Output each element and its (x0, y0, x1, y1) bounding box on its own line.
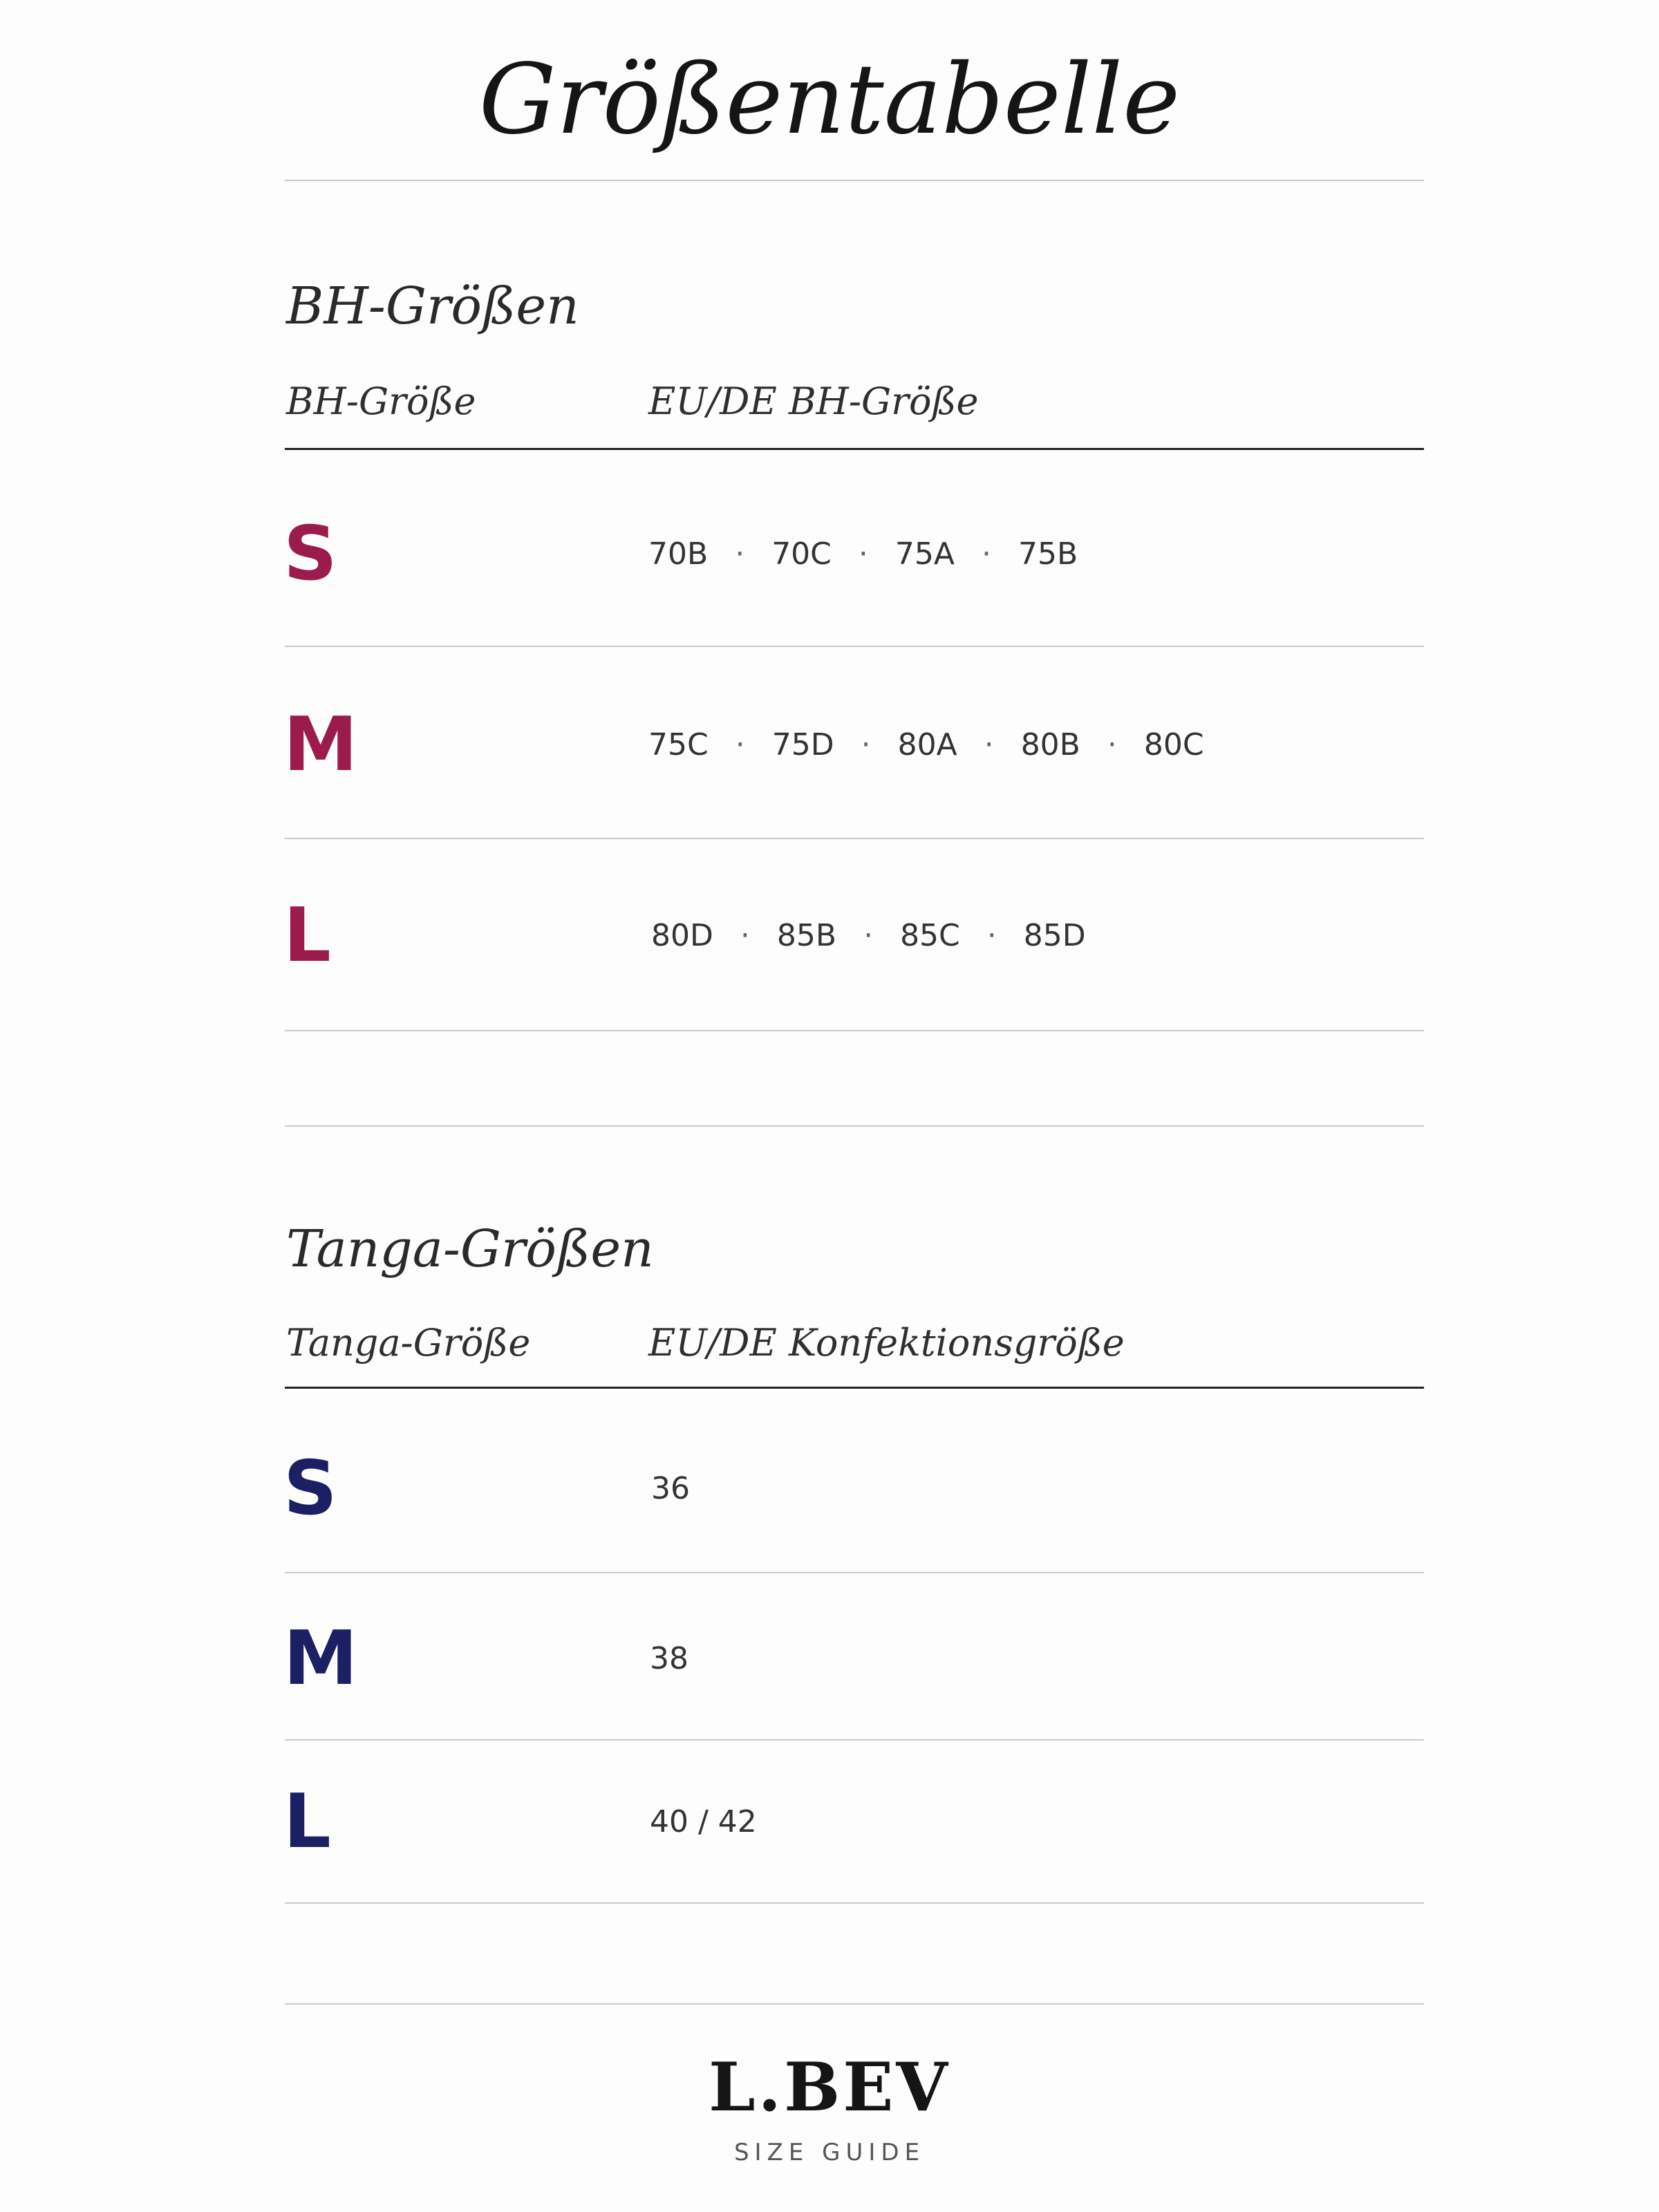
bh-value: 70C (771, 536, 832, 572)
separator-dot: · (1107, 727, 1117, 762)
bh-value: 85B (776, 918, 837, 953)
bh-header-rule (285, 448, 1424, 450)
footer-divider (285, 2003, 1424, 2005)
separator-dot: · (858, 536, 868, 572)
tanga-section-title: Tanga-Größen (286, 1219, 654, 1279)
row-divider (285, 1739, 1424, 1741)
bh-value: 85C (900, 918, 960, 953)
divider (285, 180, 1424, 181)
separator-dot: · (986, 918, 997, 953)
bh-value: 80D (651, 918, 713, 953)
bh-value: 75C (648, 727, 709, 762)
bh-value: 75D (771, 727, 834, 762)
bh-values-s (648, 534, 1078, 575)
tanga-size-m: M (283, 1615, 358, 1702)
separator-dot: · (861, 727, 871, 762)
separator-dot: · (735, 727, 745, 762)
brand-logo: L.BEV (709, 2048, 950, 2126)
bh-value: 75B (1018, 536, 1078, 572)
separator-dot: · (984, 727, 994, 762)
page-title: Größentabelle (478, 44, 1181, 156)
bh-values-l (651, 915, 1086, 957)
tanga-value-s: 36 (651, 1471, 690, 1506)
separator-dot: · (735, 536, 745, 572)
tanga-value-m: 38 (650, 1641, 688, 1676)
bh-size-s: S (283, 511, 337, 597)
tanga-value-l: 40 / 42 (650, 1804, 757, 1839)
tanga-size-s: S (283, 1445, 337, 1532)
row-divider (285, 1572, 1424, 1573)
row-divider (285, 838, 1424, 839)
bh-value: 85D (1023, 918, 1086, 953)
bh-value: 70B (648, 536, 709, 572)
tanga-size-l: L (283, 1779, 331, 1865)
bh-section-title: BH-Größen (286, 276, 579, 336)
row-divider (285, 646, 1424, 647)
separator-dot: · (982, 536, 991, 572)
tanga-col-eu-header: EU/DE Konfektionsgröße (648, 1321, 1125, 1365)
tanga-header-rule (285, 1387, 1424, 1389)
row-divider (285, 1902, 1424, 1904)
bh-col-size-header: BH-Größe (286, 379, 476, 423)
bh-value: 80A (897, 727, 957, 762)
brand-subtitle: SIZE GUIDE (733, 2139, 926, 2166)
bh-values-m (648, 724, 1204, 766)
bh-value: 80B (1020, 727, 1080, 762)
bh-col-eu-header: EU/DE BH-Größe (648, 379, 979, 423)
bh-value: 80C (1143, 727, 1204, 762)
tanga-col-size-header: Tanga-Größe (286, 1321, 531, 1365)
separator-dot: · (740, 918, 750, 953)
row-divider (285, 1030, 1424, 1031)
separator-dot: · (863, 918, 874, 953)
bh-size-m: M (283, 702, 358, 788)
bh-value: 75A (894, 536, 955, 572)
bh-size-l: L (283, 892, 331, 979)
section-divider (285, 1125, 1424, 1127)
